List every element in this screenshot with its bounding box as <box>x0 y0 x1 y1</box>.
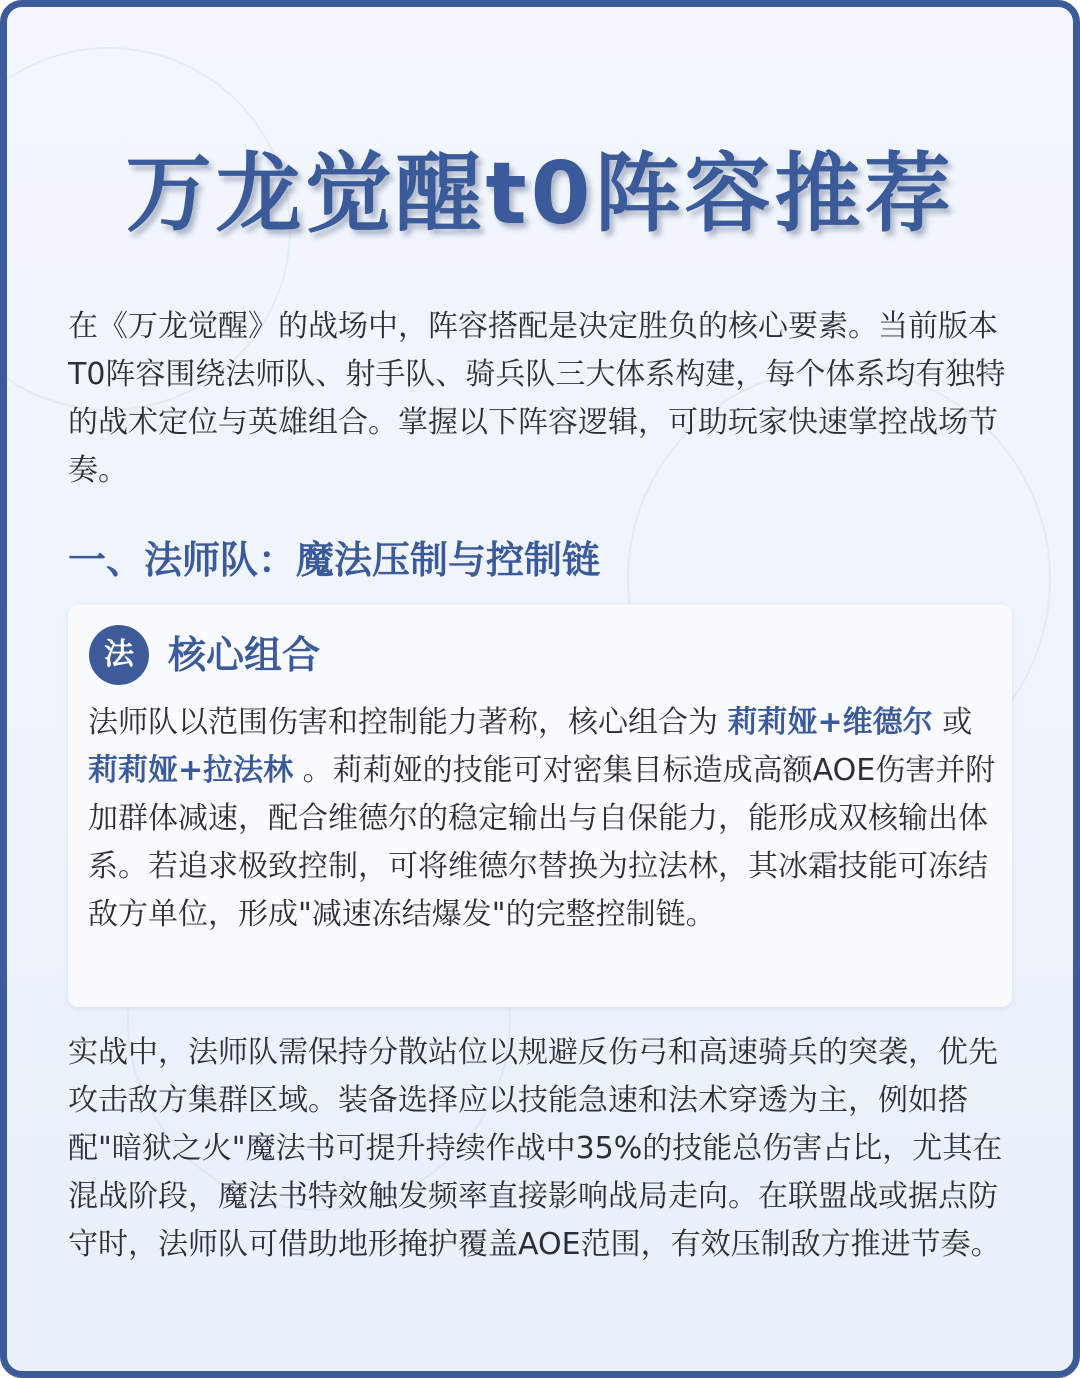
section-heading-mage: 一、法师队：魔法压制与控制链 <box>68 538 601 582</box>
core-combo-card <box>68 605 1012 1007</box>
combo-highlight-2: 莉莉娅+拉法林 <box>88 753 294 788</box>
page-title: 万龙觉醒t0阵容推荐 <box>125 144 955 244</box>
card-body-text <box>88 699 1000 939</box>
card-text-after: 。莉莉娅的技能可对密集目标造成高额AOE伤害并附加群体减速，配合维德尔的稳定输出与自保能力，能形成双核输出体系。若追求极致控制，可将维德尔替换为拉法林，其冰霜技能可冻结敌方单位，形成"减速冻结爆发"的完整控制链。 <box>88 753 996 932</box>
card-text-middle: 或 <box>932 705 973 740</box>
card-text-before: 法师队以范围伤害和控制能力著称，核心组合为 <box>88 705 728 740</box>
practice-paragraph: 实战中，法师队需保持分散站位以规避反伤弓和高速骑兵的突袭，优先攻击敌方集群区域。装备选择应以技能急速和法术穿透为主，例如搭配"暗狱之火"魔法书可提升持续作战中35%的技能总伤害占比，尤其在混战阶段，魔法书特效触发频率直接影响战局走向。在联盟战或据点防守时，法师队可借助地形掩护覆盖AOE范围，有效压制敌方推进节奏。 <box>68 1035 1003 1262</box>
combo-highlight-1: 莉莉娅+维德尔 <box>727 705 933 740</box>
mage-badge: 法 <box>89 625 149 685</box>
card-title: 核心组合 <box>168 633 321 677</box>
intro-paragraph: 在《万龙觉醒》的战场中，阵容搭配是决定胜负的核心要素。当前版本T0阵容围绕法师队、射手队、骑兵队三大体系构建，每个体系均有独特的战术定位与英雄组合。掌握以下阵容逻辑，可助玩家快速掌控战场节奏。 <box>68 309 1006 488</box>
